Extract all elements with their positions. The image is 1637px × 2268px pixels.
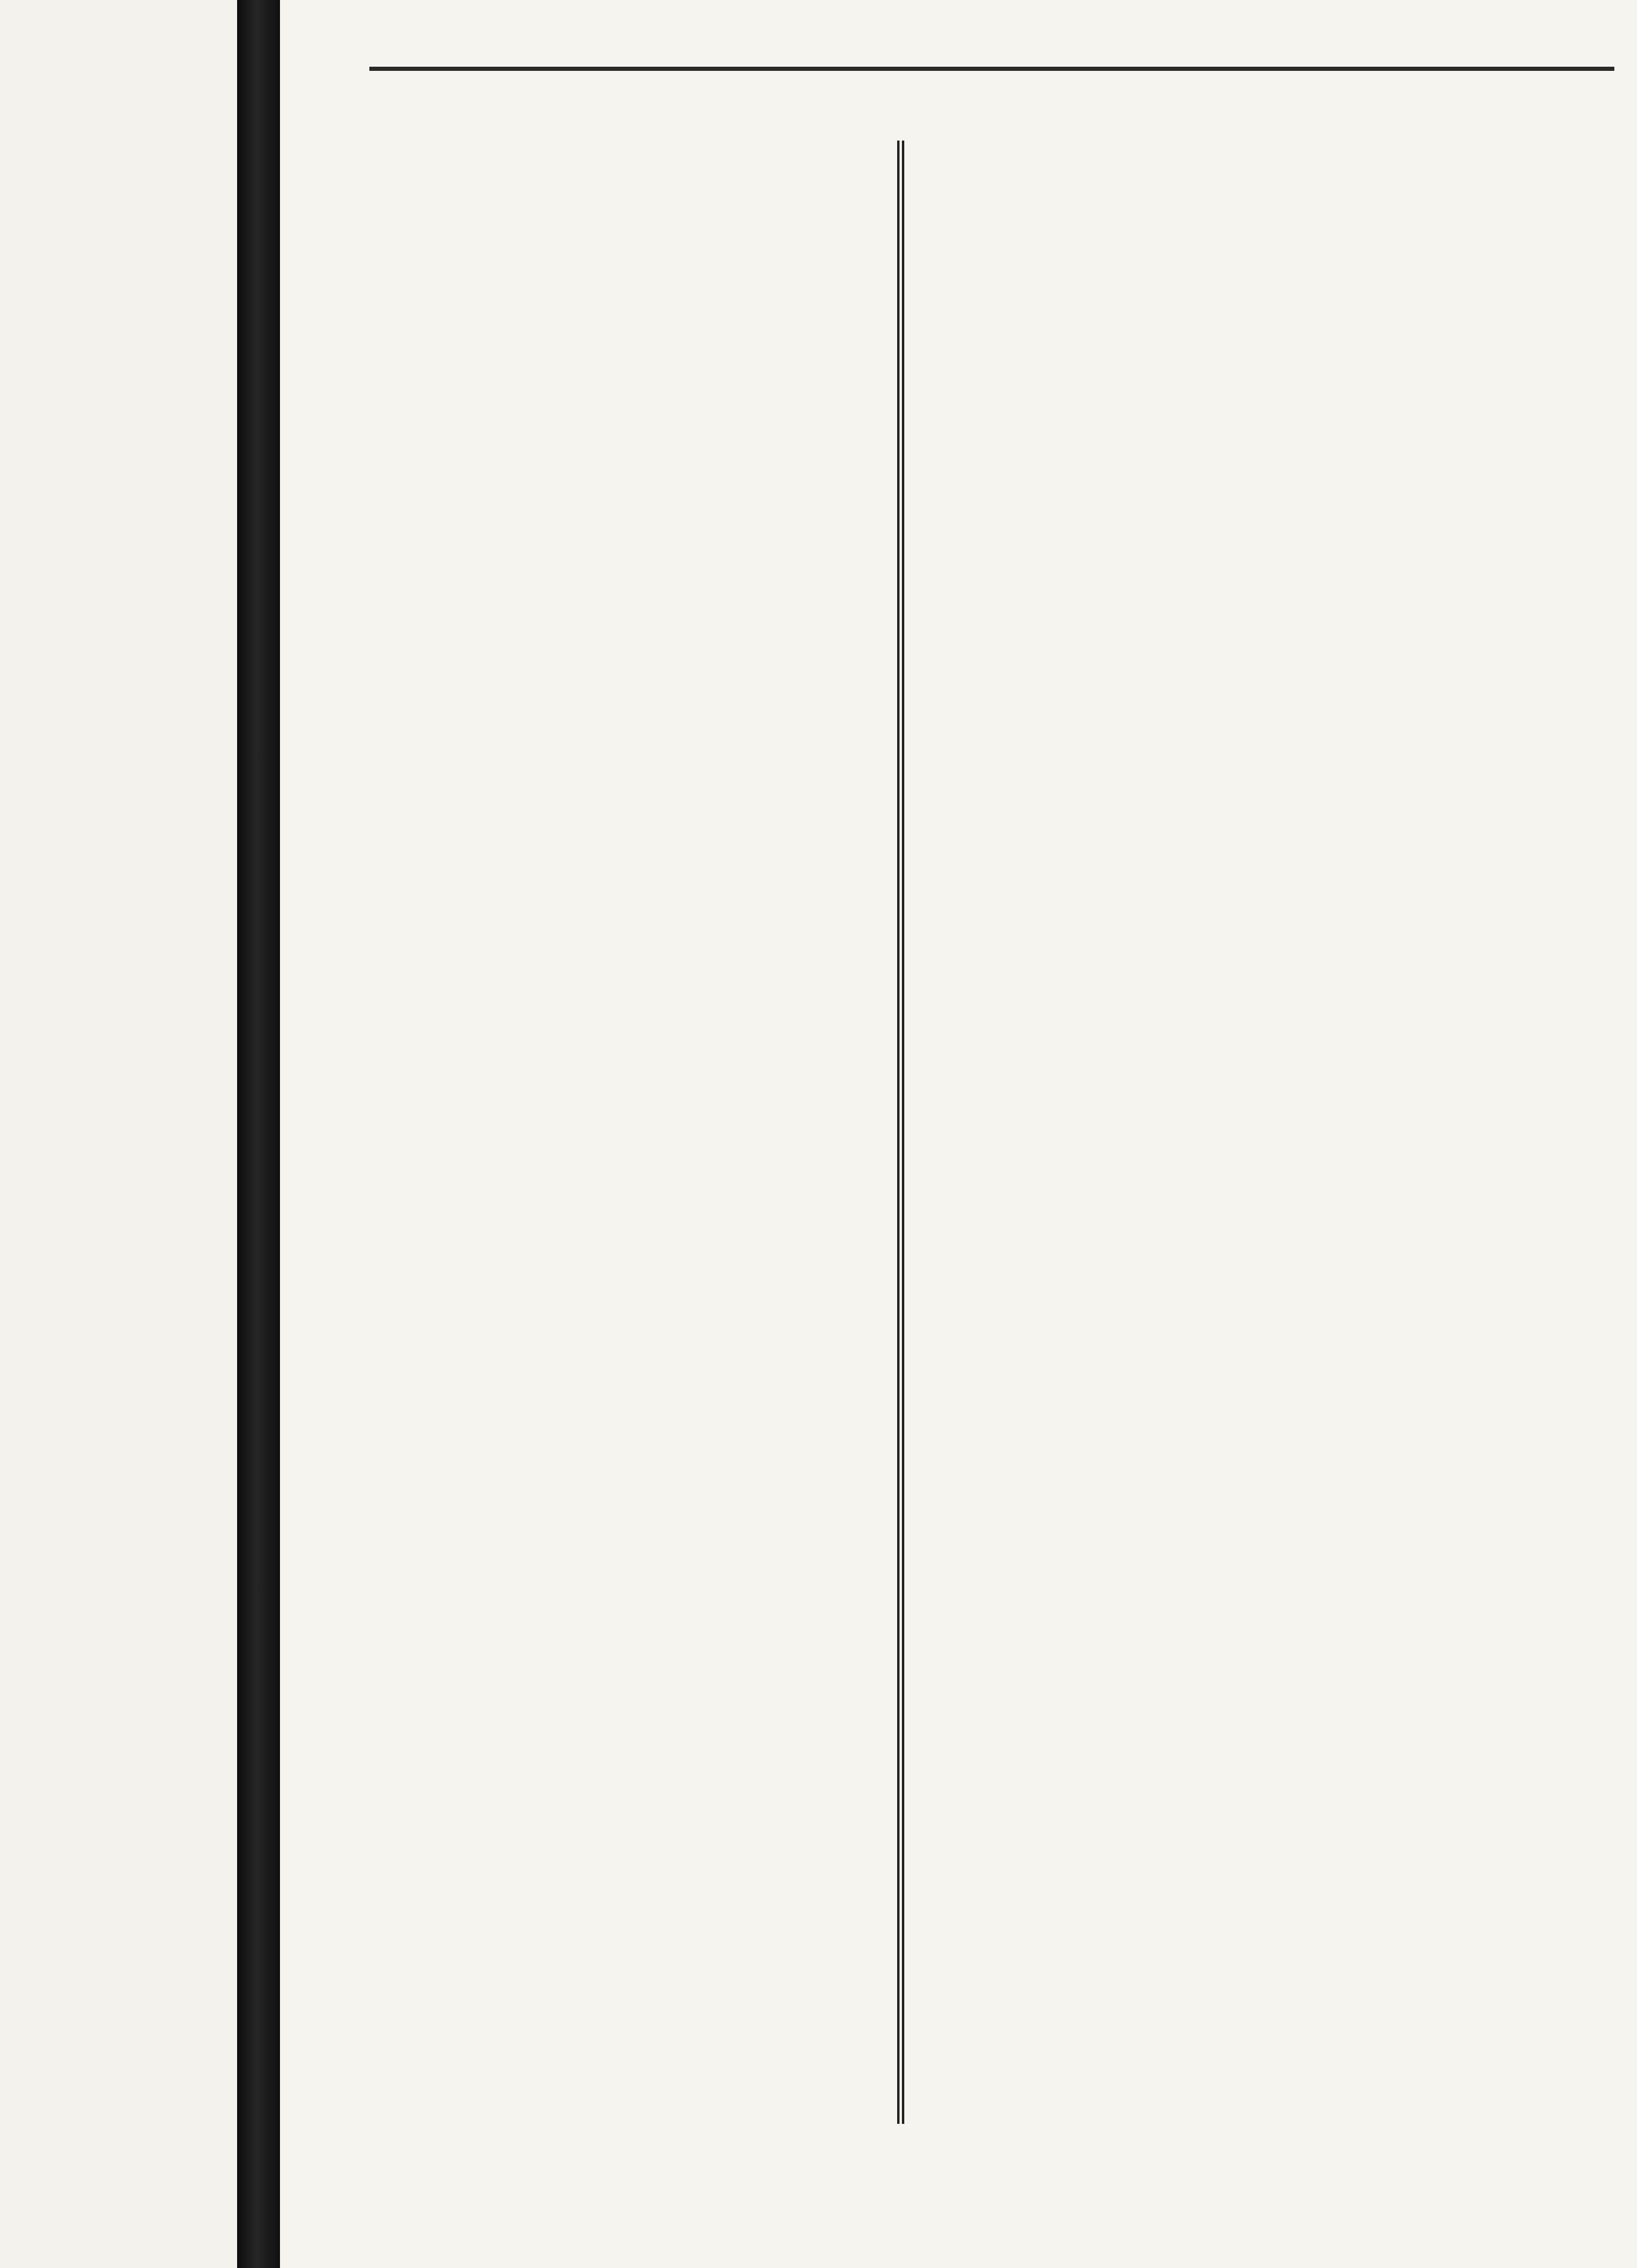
header-rule <box>369 67 1614 71</box>
left-page-fragment <box>0 0 237 2268</box>
column-divider <box>897 141 904 2124</box>
running-header <box>399 76 1626 113</box>
right-page <box>280 0 1637 2268</box>
book-gutter <box>237 0 280 2268</box>
